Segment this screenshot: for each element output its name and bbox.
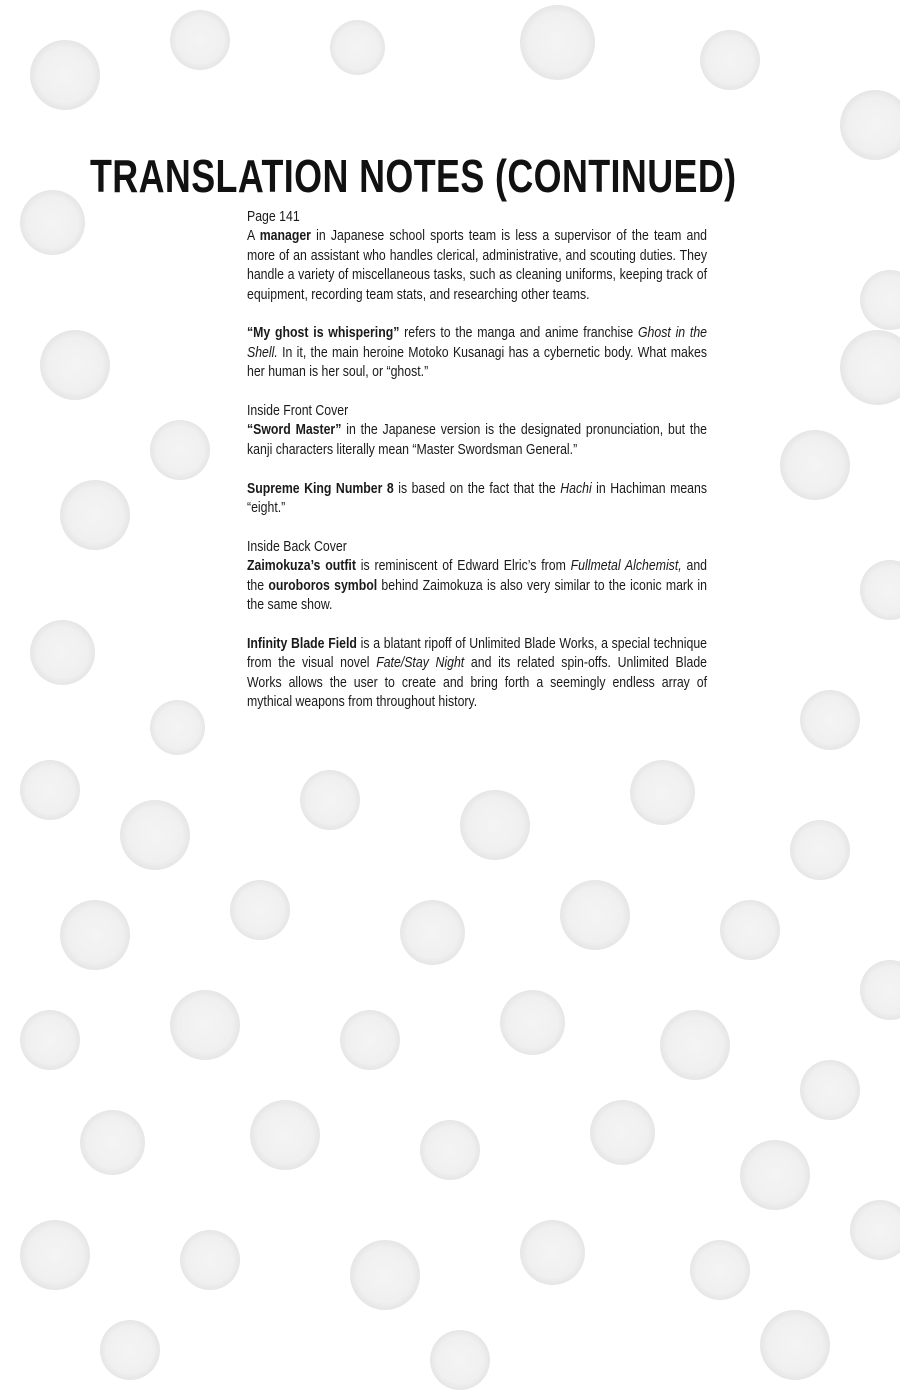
background-dot (520, 5, 595, 80)
note-text: and its related spin-offs. Unlimited Blade Works allows the user to create and bring forth a seemingly endless array of mythical weapons from throughout history. (247, 654, 708, 711)
work-title: Ghost in the Shell. (247, 324, 708, 361)
background-dot (740, 1140, 810, 1210)
background-dot (400, 900, 465, 965)
background-dot (350, 1240, 420, 1310)
section-heading: Inside Back Cover (247, 537, 347, 555)
background-dot (120, 800, 190, 870)
background-dot (150, 420, 210, 480)
note-term: manager (259, 227, 311, 245)
note-paragraph (247, 479, 707, 518)
background-dot (860, 560, 900, 620)
background-dot (20, 760, 80, 820)
background-dot (40, 330, 110, 400)
background-dot (80, 1110, 145, 1175)
background-dot (860, 270, 900, 330)
work-title: Hachi (560, 479, 592, 497)
background-dot (840, 90, 900, 160)
background-dot (630, 760, 695, 825)
note-text: and the (247, 557, 708, 594)
note-text: in the Japanese version is the designated pronunciation, but the kanji characters literally mean “Master Swordsman General.” (247, 421, 708, 458)
background-dot (800, 690, 860, 750)
background-dot (60, 480, 130, 550)
background-dot (60, 900, 130, 970)
note-text: refers to the manga and anime franchise (399, 324, 638, 342)
notes-section (247, 207, 707, 382)
background-dot (790, 820, 850, 880)
note-text: In it, the main heroine Motoko Kusanagi has a cybernetic body. What makes her human is her soul, or “ghost.” (247, 343, 708, 381)
background-dot (20, 1010, 80, 1070)
note-text: A (247, 227, 260, 245)
background-dot (20, 190, 85, 255)
background-dot (700, 30, 760, 90)
background-dot (150, 700, 205, 755)
note-term: Supreme King Number 8 (247, 479, 394, 497)
background-dot (760, 1310, 830, 1380)
background-dot (180, 1230, 240, 1290)
background-dot (520, 1220, 585, 1285)
note-paragraph (247, 556, 707, 614)
note-paragraph (247, 323, 707, 381)
background-dot (430, 1330, 490, 1390)
background-dot (420, 1120, 480, 1180)
notes-section (247, 401, 707, 517)
background-dot (230, 880, 290, 940)
section-heading: Inside Front Cover (247, 402, 349, 420)
background-dot (780, 430, 850, 500)
background-dot (20, 1220, 90, 1290)
note-paragraph (247, 634, 707, 712)
note-text: is reminiscent of Edward Elric’s from (355, 557, 571, 575)
background-dot (560, 880, 630, 950)
note-text: is based on the fact that the (393, 479, 561, 497)
page-title: TRANSLATION NOTES (CONTINUED) (90, 149, 737, 202)
work-title: Fate/Stay Night (376, 654, 465, 672)
background-dot (720, 900, 780, 960)
work-title: Fullmetal Alchemist, (570, 557, 682, 575)
background-dot (500, 990, 565, 1055)
background-dot (860, 960, 900, 1020)
background-dot (690, 1240, 750, 1300)
background-dot (170, 10, 230, 70)
background-dot (250, 1100, 320, 1170)
background-dot (340, 1010, 400, 1070)
background-dot (850, 1200, 900, 1260)
note-paragraph (247, 226, 707, 304)
note-text: behind Zaimokuza is also very similar to the iconic mark in the same show. (247, 576, 708, 614)
background-dot (460, 790, 530, 860)
note-text: in Hachiman means “eight.” (247, 479, 708, 517)
background-dot (30, 40, 100, 110)
note-term: ouroboros symbol (268, 576, 378, 594)
note-term: Zaimokuza’s outfit (247, 557, 356, 575)
background-dot (660, 1010, 730, 1080)
background-dot (840, 330, 900, 405)
note-paragraph (247, 420, 707, 459)
note-term: “My ghost is whispering” (247, 324, 400, 342)
background-dot (170, 990, 240, 1060)
background-dot (300, 770, 360, 830)
translation-notes (247, 207, 707, 731)
note-text: is a blatant ripoff of Unlimited Blade Works, a special technique from the visual novel (247, 634, 708, 672)
background-dot (100, 1320, 160, 1380)
notes-section (247, 537, 707, 712)
background-dot (590, 1100, 655, 1165)
note-term: “Sword Master” (247, 421, 342, 439)
background-dot (330, 20, 385, 75)
note-text: in Japanese school sports team is less a supervisor of the team and more of an assistant who handles clerical, administrative, and scouting duties. They handle a variety of miscellaneous tasks, such as cleaning uniforms, keeping track of equipment, recording team stats, and researching other teams. (247, 227, 708, 303)
section-heading: Page 141 (247, 208, 300, 225)
background-dot (800, 1060, 860, 1120)
background-dot (30, 620, 95, 685)
note-term: Infinity Blade Field (247, 634, 357, 652)
